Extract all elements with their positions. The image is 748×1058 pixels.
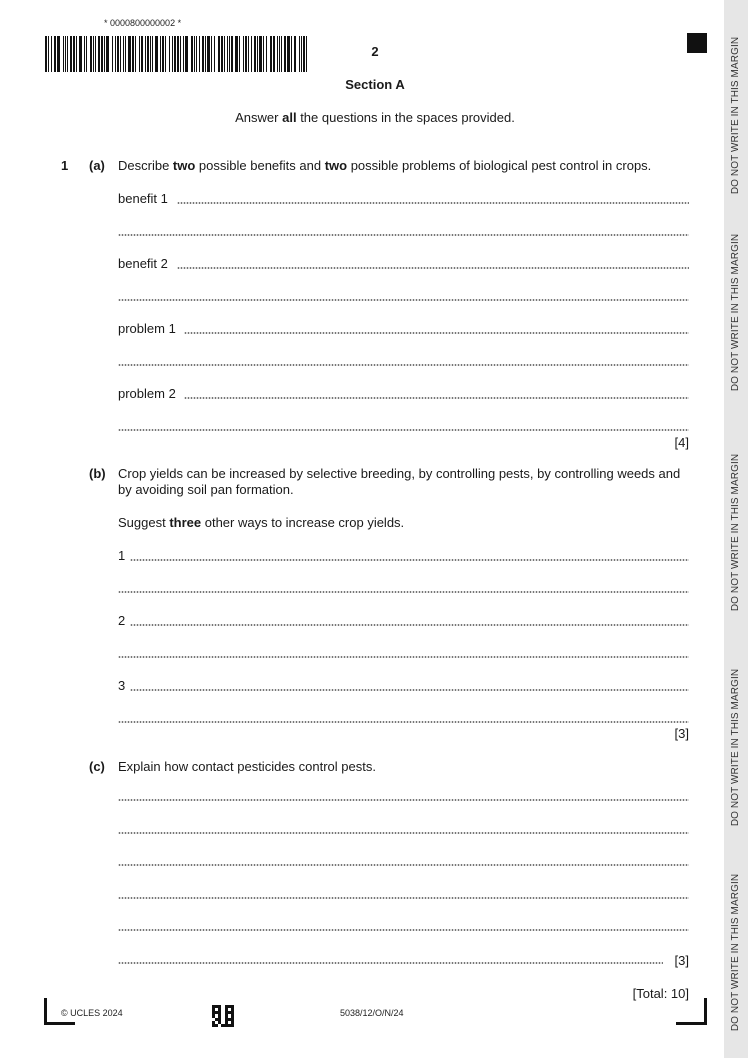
page-number: 2 bbox=[371, 44, 379, 59]
barcode-id: * 0000800000002 * bbox=[104, 18, 182, 28]
part-b-instruction: Suggest three other ways to increase crop yields. bbox=[118, 515, 405, 530]
barcode-bar bbox=[214, 36, 215, 72]
part-b-stem: Crop yields can be increased by selective breeding, by controlling pests, by controlling weeds and by avoiding soil pan formation. bbox=[118, 466, 681, 497]
barcode-bar bbox=[243, 36, 244, 72]
barcode-bar bbox=[239, 36, 240, 72]
barcode-bar bbox=[169, 36, 170, 72]
barcode-bar bbox=[224, 36, 225, 72]
barcode-bar bbox=[266, 36, 267, 72]
barcode-bar bbox=[54, 36, 56, 72]
barcode-bar bbox=[174, 36, 176, 72]
barcode-bar bbox=[65, 36, 66, 72]
barcode-bar bbox=[287, 36, 290, 72]
barcode-bar bbox=[104, 36, 105, 72]
barcode-bar bbox=[196, 36, 197, 72]
section-instructions: Answer all the questions in the spaces provided. bbox=[235, 110, 515, 125]
margin-warning-3: DO NOT WRITE IN THIS MARGIN bbox=[730, 453, 742, 611]
answer-line[interactable] bbox=[118, 962, 663, 964]
part-c-label: (c) bbox=[89, 759, 105, 774]
margin-warning-4: DO NOT WRITE IN THIS MARGIN bbox=[730, 668, 742, 826]
answer-line[interactable] bbox=[118, 929, 689, 931]
barcode-bar bbox=[177, 36, 179, 72]
answer-line[interactable] bbox=[130, 559, 689, 561]
barcode-bar bbox=[306, 36, 307, 72]
answer-label-problem-2: problem 2 bbox=[118, 386, 176, 401]
answer-line[interactable] bbox=[118, 721, 689, 723]
barcode-bar bbox=[301, 36, 302, 72]
answer-line[interactable] bbox=[130, 689, 689, 691]
barcode-bar bbox=[227, 36, 228, 72]
question-number: 1 bbox=[61, 158, 69, 173]
barcode-bar bbox=[57, 36, 60, 72]
margin-warning-5: DO NOT WRITE IN THIS MARGIN bbox=[730, 873, 742, 1031]
margin-warning-1: DO NOT WRITE IN THIS MARGIN bbox=[730, 36, 742, 194]
barcode-bar bbox=[117, 36, 119, 72]
copyright: © UCLES 2024 bbox=[61, 1008, 123, 1018]
barcode-bar bbox=[86, 36, 87, 72]
barcode-bar bbox=[76, 36, 77, 72]
answer-line[interactable] bbox=[118, 364, 689, 366]
barcode-bar bbox=[98, 36, 100, 72]
barcode-bar bbox=[125, 36, 126, 72]
answer-line[interactable] bbox=[118, 299, 689, 301]
answer-label-2: 2 bbox=[118, 613, 126, 628]
section-title: Section A bbox=[345, 77, 405, 92]
answer-label-benefit-2: benefit 2 bbox=[118, 256, 168, 271]
corner-registration-mark bbox=[687, 33, 707, 53]
barcode-bar bbox=[194, 36, 195, 72]
barcode-bar bbox=[251, 36, 252, 72]
barcode-bar bbox=[139, 36, 140, 72]
barcode-bar bbox=[207, 36, 210, 72]
barcode-bar bbox=[135, 36, 136, 72]
part-a-label: (a) bbox=[89, 158, 105, 173]
barcode-bar bbox=[152, 36, 153, 72]
margin-warning-2: DO NOT WRITE IN THIS MARGIN bbox=[730, 233, 742, 391]
answer-line[interactable] bbox=[118, 234, 689, 236]
paper-code: 5038/12/O/N/24 bbox=[340, 1008, 404, 1018]
barcode-bar bbox=[279, 36, 280, 72]
barcode-bar bbox=[259, 36, 262, 72]
barcode-bar bbox=[180, 36, 181, 72]
barcode-bar bbox=[112, 36, 113, 72]
barcode-bar bbox=[67, 36, 68, 72]
barcode-bar bbox=[84, 36, 85, 72]
answer-line[interactable] bbox=[118, 429, 689, 431]
qr-code-icon bbox=[212, 1005, 234, 1027]
barcode-bar bbox=[303, 36, 305, 72]
barcode-bar bbox=[211, 36, 212, 72]
barcode-bar bbox=[205, 36, 206, 72]
barcode-bar bbox=[270, 36, 272, 72]
barcode-bar bbox=[263, 36, 264, 72]
barcode-bar bbox=[155, 36, 158, 72]
barcode-bar bbox=[101, 36, 103, 72]
corner-bracket-right bbox=[676, 998, 707, 1025]
answer-line[interactable] bbox=[118, 656, 689, 658]
barcode-bar bbox=[120, 36, 121, 72]
barcode-bar bbox=[73, 36, 75, 72]
part-c-stem: Explain how contact pesticides control pests. bbox=[118, 759, 376, 774]
barcode-bar bbox=[123, 36, 124, 72]
barcode-bar bbox=[257, 36, 258, 72]
barcode-bar bbox=[281, 36, 282, 72]
barcode-bar bbox=[183, 36, 184, 72]
barcode-bar bbox=[147, 36, 149, 72]
barcode-bar bbox=[273, 36, 275, 72]
barcode-bar bbox=[218, 36, 220, 72]
part-c-marks: [3] bbox=[674, 953, 689, 968]
barcode-bar bbox=[191, 36, 193, 72]
barcode-bar bbox=[106, 36, 109, 72]
barcode-bar bbox=[229, 36, 230, 72]
answer-label-3: 3 bbox=[118, 678, 126, 693]
answer-line[interactable] bbox=[118, 591, 689, 593]
barcode-bar bbox=[277, 36, 278, 72]
barcode-bar bbox=[202, 36, 204, 72]
answer-label-benefit-1: benefit 1 bbox=[118, 191, 168, 206]
question-total: [Total: 10] bbox=[632, 986, 689, 1001]
barcode-bar bbox=[291, 36, 292, 72]
part-a-stem: Describe two possible benefits and two possible problems of biological pest control in crops. bbox=[118, 158, 652, 173]
barcode-bar bbox=[48, 36, 49, 72]
barcode-bar bbox=[63, 36, 64, 72]
answer-line[interactable] bbox=[118, 799, 689, 801]
part-b-label: (b) bbox=[89, 466, 106, 481]
barcode-bar bbox=[199, 36, 200, 72]
barcode-bar bbox=[79, 36, 82, 72]
barcode-bar bbox=[115, 36, 116, 72]
barcode-image bbox=[45, 36, 311, 72]
barcode-bar bbox=[165, 36, 166, 72]
answer-line[interactable] bbox=[184, 332, 689, 334]
answer-line[interactable] bbox=[118, 897, 689, 899]
answer-line[interactable] bbox=[184, 397, 689, 399]
answer-line[interactable] bbox=[177, 267, 689, 269]
barcode-bar bbox=[245, 36, 247, 72]
barcode-bar bbox=[235, 36, 238, 72]
barcode-bar bbox=[221, 36, 223, 72]
barcode-bar bbox=[185, 36, 188, 72]
barcode-bar bbox=[172, 36, 173, 72]
barcode-bar bbox=[248, 36, 249, 72]
part-b-marks: [3] bbox=[674, 726, 689, 741]
barcode-bar bbox=[132, 36, 134, 72]
barcode-bar bbox=[95, 36, 96, 72]
answer-label-problem-1: problem 1 bbox=[118, 321, 176, 336]
answer-line[interactable] bbox=[130, 624, 689, 626]
barcode-bar bbox=[231, 36, 233, 72]
barcode-bar bbox=[284, 36, 286, 72]
barcode-bar bbox=[145, 36, 146, 72]
barcode-bar bbox=[70, 36, 72, 72]
barcode-bar bbox=[93, 36, 94, 72]
answer-line[interactable] bbox=[118, 864, 689, 866]
part-a-marks: [4] bbox=[674, 435, 689, 450]
answer-line[interactable] bbox=[118, 832, 689, 834]
answer-line[interactable] bbox=[177, 202, 689, 204]
barcode-bar bbox=[90, 36, 92, 72]
qr-cell bbox=[231, 1024, 234, 1027]
barcode-bar bbox=[160, 36, 161, 72]
barcode-bar bbox=[45, 36, 47, 72]
barcode-bar bbox=[141, 36, 143, 72]
barcode-bar bbox=[299, 36, 300, 72]
barcode-bar bbox=[51, 36, 52, 72]
barcode-bar bbox=[128, 36, 131, 72]
answer-label-1: 1 bbox=[118, 548, 126, 563]
barcode-bar bbox=[294, 36, 296, 72]
barcode-bar bbox=[150, 36, 151, 72]
barcode-bar bbox=[162, 36, 164, 72]
barcode-bar bbox=[254, 36, 256, 72]
